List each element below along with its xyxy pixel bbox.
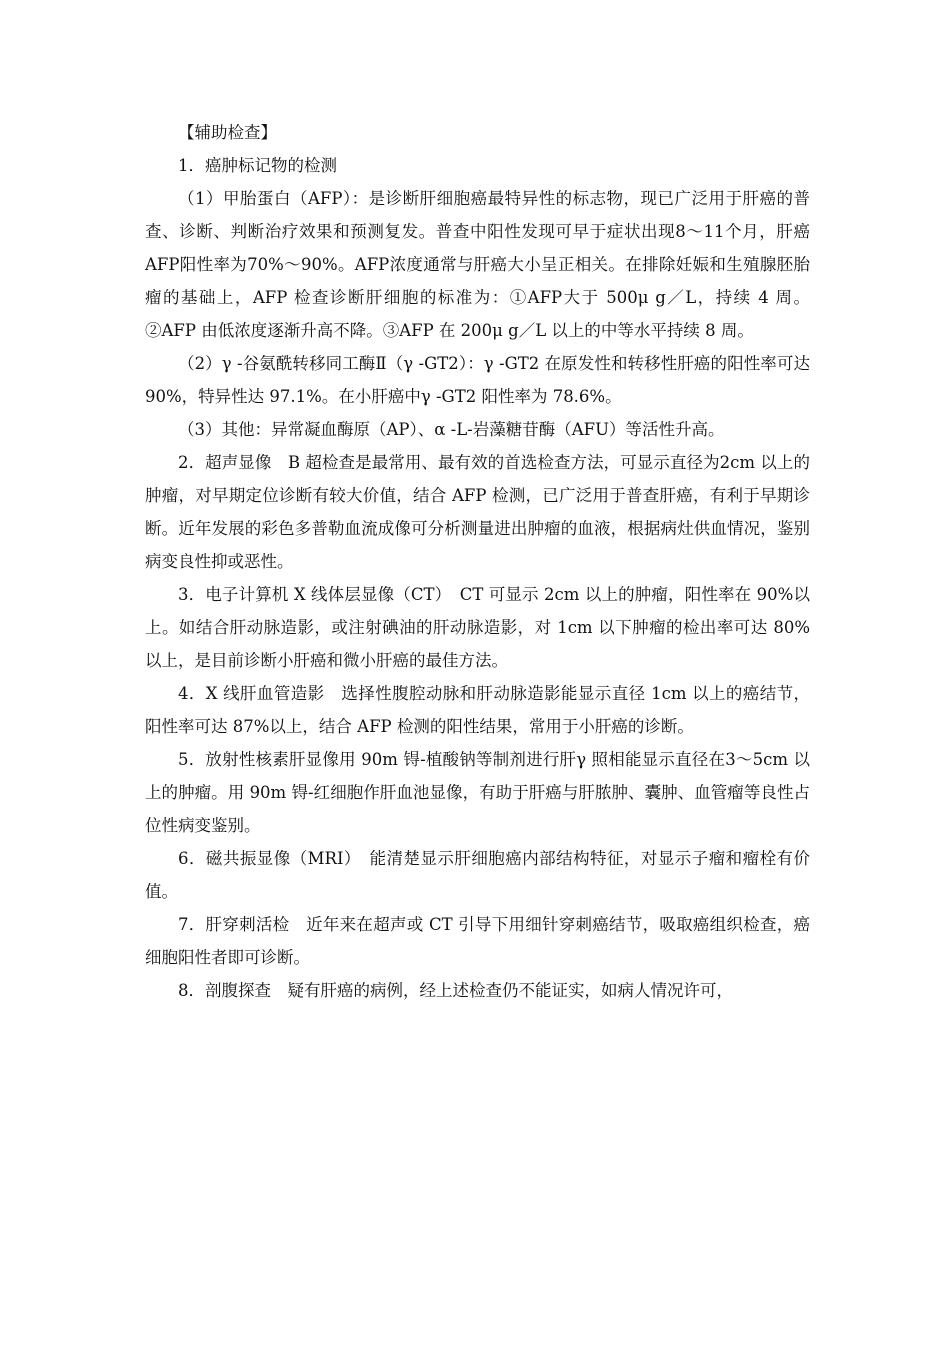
paragraph-afp: （1）甲胎蛋白（AFP）：是诊断肝细胞癌最特异性的标志物，现已广泛用于肝癌的普查、诊断、判断治疗效果和预测复发。普查中阳性发现可早于症状出现8～11个月，肝癌AFP阳性率为70%～90%。AFP浓度通常与肝癌大小呈正相关。在排除妊娠和生殖腺胚胎瘤的基础上，AFP 检查诊断肝细胞的标准为：①AFP大于 500μ g／L，持续 4 周。②AFP 由低浓度逐渐升高不降。③AFP 在 200μ g／L 以上的中等水平持续 8 周。 — [145, 189, 810, 340]
paragraph-biopsy: 7．肝穿刺活检 近年来在超声或 CT 引导下用细针穿刺癌结节，吸取癌组织检查，癌细胞阳性者即可诊断。 — [145, 915, 810, 967]
paragraph-angiography: 4．X 线肝血管造影 选择性腹腔动脉和肝动脉造影能显示直径 1cm 以上的癌结节，阳性率可达 87%以上，结合 AFP 检测的阳性结果，常用于小肝癌的诊断。 — [145, 684, 810, 736]
paragraph-ultrasound: 2．超声显像 B 超检查是最常用、最有效的首选检查方法，可显示直径为2cm 以上的肿瘤，对早期定位诊断有较大价值，结合 AFP 检测，已广泛用于普查肝癌，有利于早期诊断。近年发展的彩色多普勒血流成像可分析测量进出肿瘤的血液，根据病灶供血情况，鉴别病变良性抑或恶性。 — [145, 453, 810, 571]
paragraph-tumor-markers-heading: 1．癌肿标记物的检测 — [178, 156, 337, 175]
paragraph-ggt2: （2）γ -谷氨酰转移同工酶Ⅱ（γ -GT2）：γ -GT2 在原发性和转移性肝癌的阳性率可达 90%，特异性达 97.1%。在小肝癌中γ -GT2 阳性率为 78.6%。 — [145, 354, 810, 406]
section-title: 【辅助检查】 — [178, 123, 277, 142]
paragraph-other-markers: （3）其他：异常凝血酶原（AP）、α -L-岩藻糖苷酶（AFU）等活性升高。 — [178, 420, 725, 439]
paragraph-radionuclide: 5．放射性核素肝显像用 90m 锝-植酸钠等制剂进行肝γ 照相能显示直径在3～5cm 以上的肿瘤。用 90m 锝-红细胞作肝血池显像，有助于肝癌与肝脓肿、囊肿、血管瘤等良性占位性病变鉴别。 — [145, 750, 810, 835]
paragraph-laparotomy: 8．剖腹探查 疑有肝癌的病例，经上述检查仍不能证实，如病人情况许可， — [178, 981, 733, 1000]
paragraph-mri: 6．磁共振显像（MRI） 能清楚显示肝细胞癌内部结构特征，对显示子瘤和瘤栓有价值。 — [145, 849, 810, 901]
document-page — [145, 116, 810, 1007]
paragraph-ct: 3．电子计算机 X 线体层显像（CT） CT 可显示 2cm 以上的肿瘤，阳性率在 90%以上。如结合肝动脉造影，或注射碘油的肝动脉造影，对 1cm 以下肿瘤的检出率可达 80%以上，是目前诊断小肝癌和微小肝癌的最佳方法。 — [145, 585, 810, 670]
